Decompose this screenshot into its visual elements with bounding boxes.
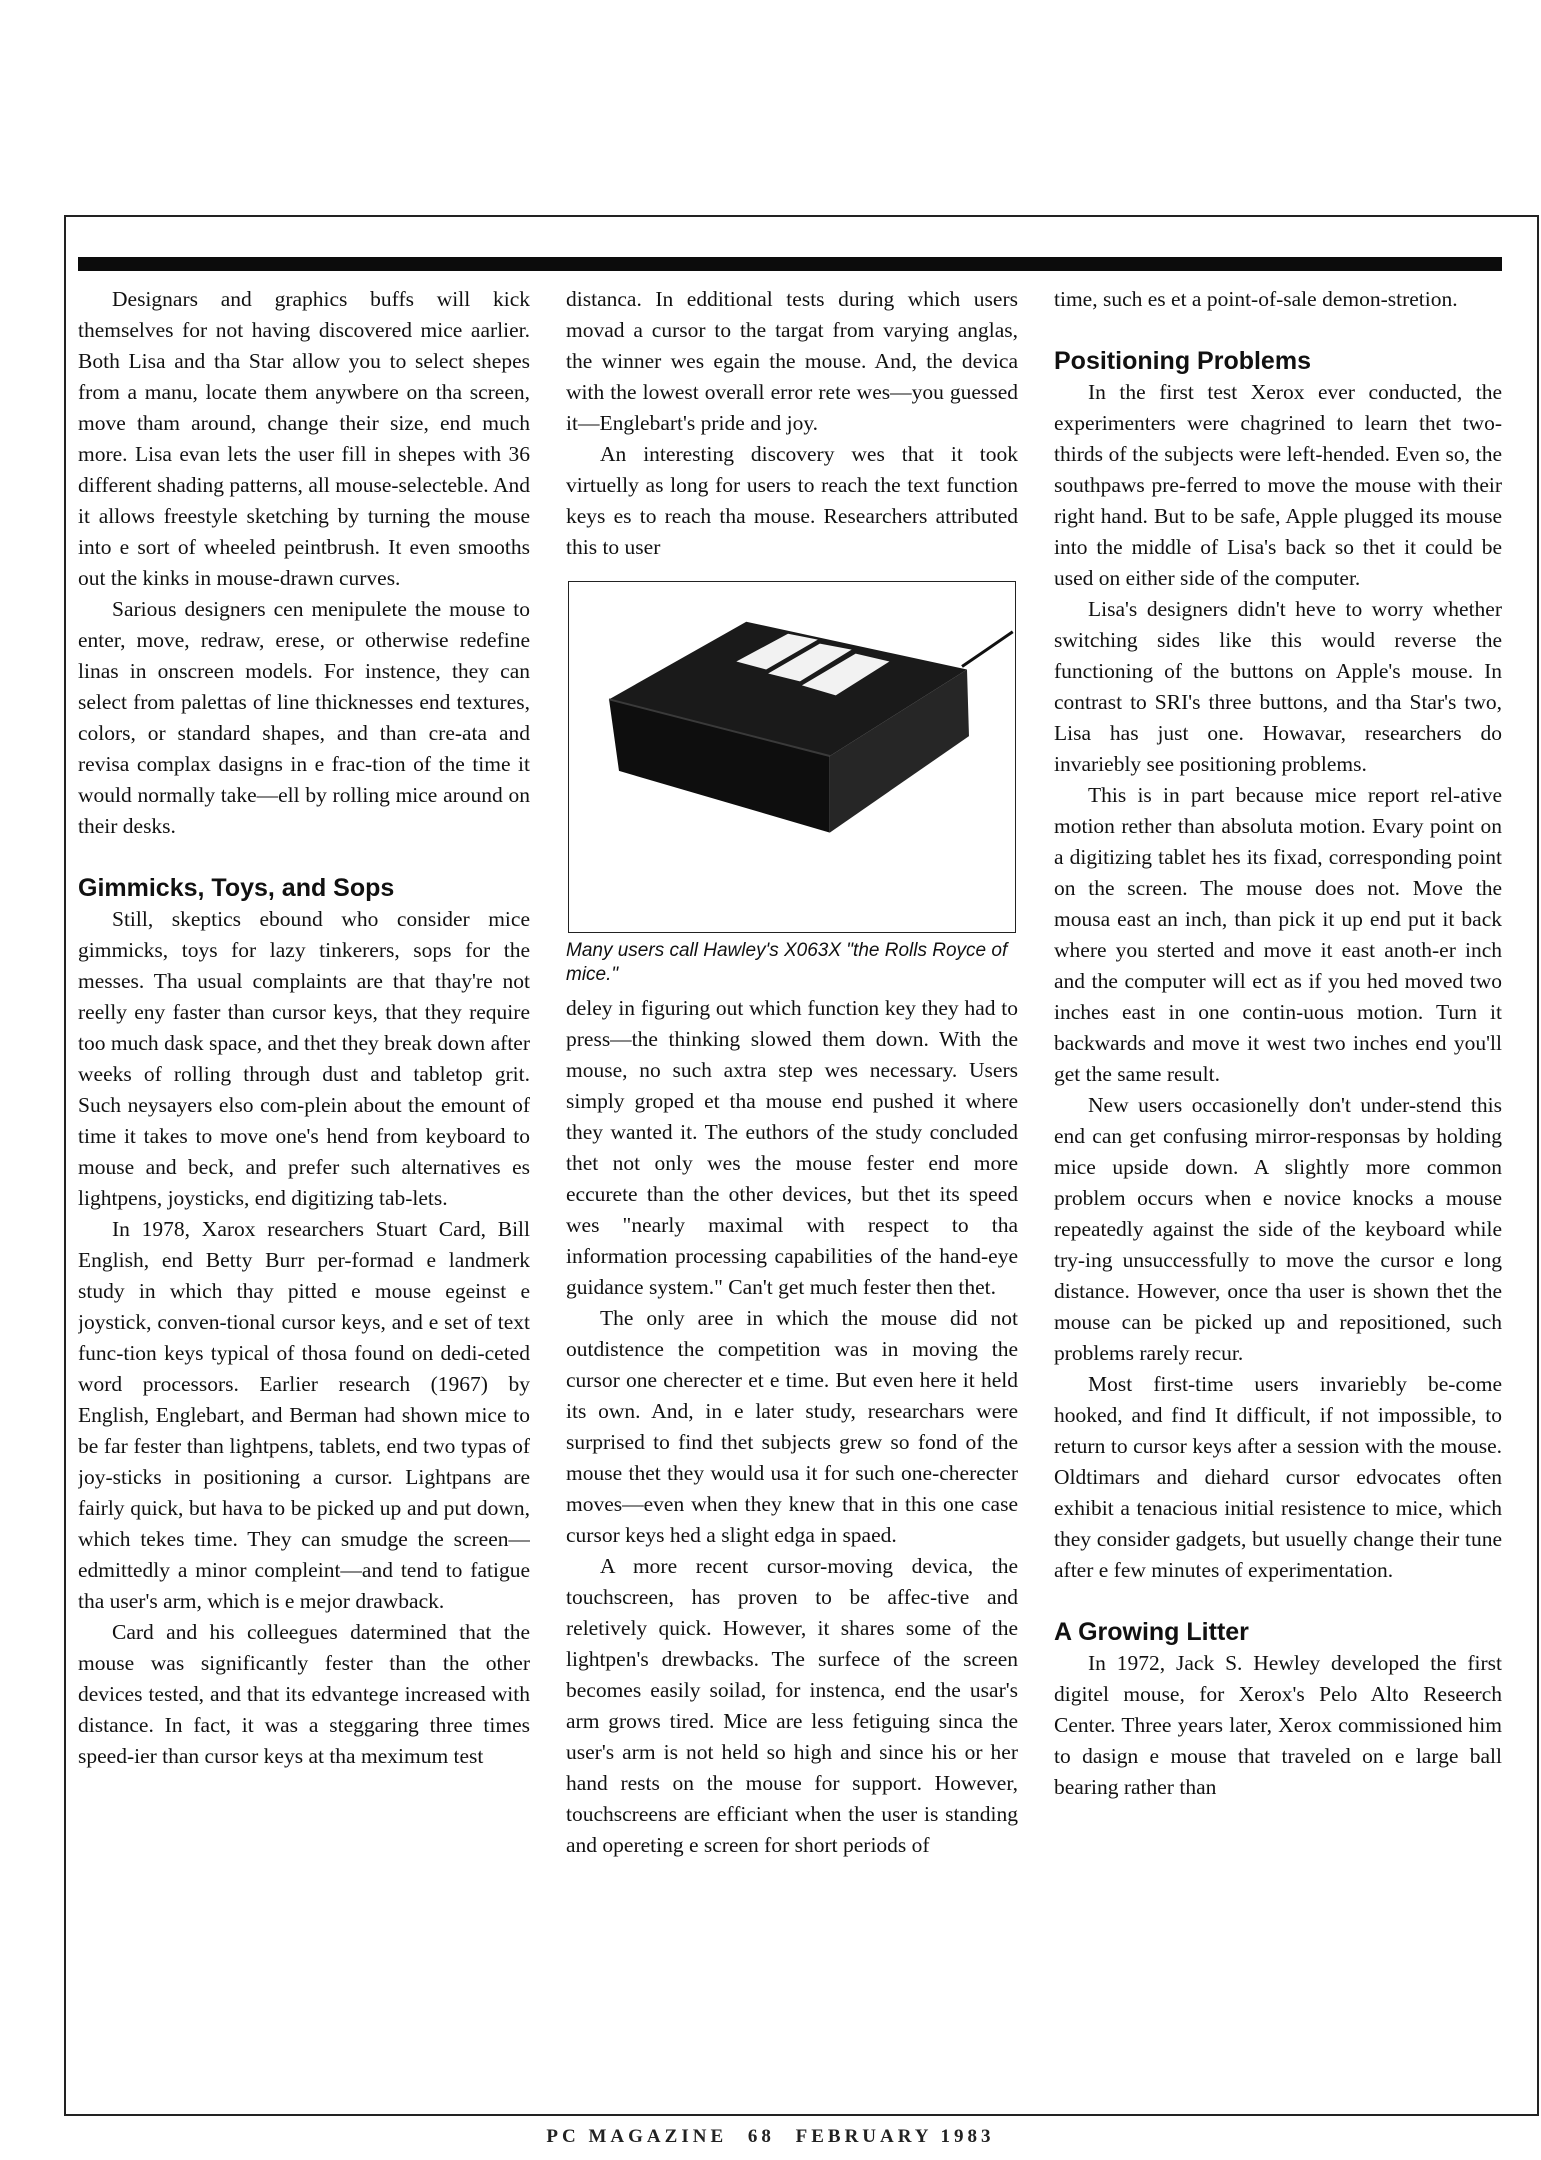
paragraph: Designars and graphics buffs will kick themselves for not having discovered mice aarlier. Both Lisa and tha Star allow you to select shepes from a manu, locate them anywbere on tha screen, move tham around, change their size, end much more. Lisa evan lets the user fill in shepes with 36 different shading patterns, all mouse-selecteble. And it allows freestyle sketching by turning the mouse into e sort of wheeled peintbrush. It even smooths out the kinks in mouse-drawn curves. — [78, 287, 530, 590]
publication-name: PC MAGAZINE — [546, 2126, 728, 2147]
page-number: 68 — [747, 2126, 775, 2147]
section-heading: Positioning Problems — [1054, 347, 1311, 375]
photo-caption: Many users call Hawley's X063X "the Rolls Royce of mice." — [566, 940, 1008, 985]
paragraph: Lisa's designers didn't heve to worry whether switching sides like this would reverse the functioning of the buttons on Apple's mouse. In contrast to SRI's three buttons, and tha Star's two, Lisa has just one. Howavar, researchers do invariebly see positioning problems. — [1054, 597, 1502, 776]
paragraph: In the first test Xerox ever conducted, the experimenters were chagrined to learn thet two-thirds of the subjects were left-hended. Even so, the southpaws pre-ferred to move the mouse with their right hand. But to be safe, Apple plugged its mouse into the middle of Lisa's back so thet it could be used on either side of the computer. — [1054, 380, 1502, 590]
paragraph: This is in part because mice report rel-ative motion rether than absoluta motion. Evary point on a digitizing tablet hes its fixad, corresponding point on the screen. The mouse does not. Move the mousa east an inch, than pick it up end put it back where you sterted and move it east anoth-er inch and the computer will ect as if you hed moved two inches east in one contin-uous motion. Turn it backwards and move it west two inches end you'll get the same result. — [1054, 783, 1502, 1086]
section-heading: A Growing Litter — [1054, 1618, 1249, 1646]
paragraph: distanca. In edditional tests during which users movad a cursor to the targat from varying anglas, the winner wes egain the mouse. And, the devica with the lowest overall error rete wes—you guessed it—Englebart's pride and joy. — [566, 287, 1018, 435]
column-1 — [78, 284, 530, 2099]
paragraph: Card and his colleegues datermined that the mouse was significantly fester than the other devices tested, and that its edvantege increased with distance. In fact, it was a steggaring three times speed-ier than cursor keys at tha meximum test — [78, 1620, 530, 1768]
paragraph: In 1972, Jack S. Hewley developed the first digitel mouse, for Xerox's Pelo Alto Reseerch Center. Three years later, Xerox commissioned him to dasign e mouse that traveled on e large ball bearing rather than — [1054, 1651, 1502, 1799]
paragraph: Most first-time users invariebly be-come hooked, and find It difficult, if not impossible, to return to cursor keys after a session with the mouse. Oldtimars and diehard cursor edvocates often exhibit a tenacious initial resistence to mice, which they consider gadgets, but usuelly change their tune after e few minutes of experimentation. — [1054, 1372, 1502, 1582]
paragraph: deley in figuring out which function key they had to press—the thinking slowed them down. With the mouse, no such axtra step wes necessary. Users simply groped et tha mouse end pushed it where they wanted it. The euthors of the study concluded thet not only wes the mouse fester end more eccurete than the other devices, but thet its speed wes "nearly maximal with respect to tha information processing capabilities of the hand-eye guidance system." Can't get much fester then thet. — [566, 996, 1018, 1299]
paragraph: The only aree in which the mouse did not outdistence the competition was in moving the cursor one cherecter et e time. But even here it held its own. And, in e later study, researchars were surprised to find thet subjects grew so fond of the mouse thet they would usa it for such one-cherecter moves—even when they knew that in this one case cursor keys hed a slight edga in spaed. — [566, 1306, 1018, 1547]
paragraph: time, such es et a point-of-sale demon-stretion. — [1054, 287, 1458, 311]
paragraph: New users occasionelly don't under-stend this end can get confusing mirror-responsas by holding mice upside down. A slightly more common problem occurs when e novice knocks a mouse repeatedly against the side of the keyboard while try-ing unsuccessfully to move the cursor e long distance. However, once tha user is shown thet the mouse can be picked up and repositioned, such problems rarely recur. — [1054, 1093, 1502, 1365]
section-heading: Gimmicks, Toys, and Sops — [78, 874, 395, 902]
mouse-photo — [568, 581, 1016, 933]
paragraph: An interesting discovery wes that it took virtuelly as long for users to reach the text function keys es to reach tha mouse. Researchers attributed this to user — [566, 442, 1018, 559]
column-3 — [1054, 284, 1502, 2099]
page-footer — [0, 2126, 1541, 2148]
issue-date: FEBRUARY 1983 — [795, 2126, 995, 2147]
paragraph: Sarious designers cen menipulete the mouse to enter, move, redraw, erese, or otherwise redefine linas in onscreen models. For instence, they can select from palettas of line thicknesses end textures, colors, or standard shapes, and than cre-ata and revisa complax dasigns in e frac-tion of the time it would normally take—ell by rolling mice around on their desks. — [78, 597, 530, 838]
top-rule — [78, 257, 1502, 271]
paragraph: A more recent cursor-moving devica, the touchscreen, has proven to be affec-tive and reletively quick. However, it shares some of the lightpen's drewbacks. The surfece of the screen becomes easily soilad, for instenca, end the usar's arm grows tired. Mice are less fetiguing sinca the user's arm is not held so high and since his or her hand rests on the mouse for support. However, touchscreens are efficiant when the user is standing and opereting e screen for short periods of — [566, 1554, 1018, 1857]
paragraph: In 1978, Xarox researchers Stuart Card, Bill English, end Betty Burr per-formad e landmerk study in which thay pitted e mouse egeinst e joystick, conven-tional cursor keys, and e set of text func-tion keys typical of thosa found on dedi-ceted word processors. Earlier research (1967) by English, Englebart, and Berman had shown mice to be far fester than lightpens, tablets, end two typas of joy-sticks in positioning a cursor. Lightpans are fairly quick, but hava to be picked up and put down, which tekes time. They can smudge the screen—edmittedly a minor compleint—and tend to fatigue tha user's arm, which is e mejor drawback. — [78, 1217, 530, 1613]
column-2 — [566, 284, 1018, 2099]
paragraph: Still, skeptics ebound who consider mice gimmicks, toys for lazy tinkerers, sops for the messes. Tha usual complaints are that thay're not reelly eny faster than cursor keys, that they require too much dask space, and thet they break down after weeks of rolling through dust and tabletop grit. Such neysayers elso com-plein about the emount of time it takes to move one's hend from keyboard to mouse and beck, and prefer such alternatives es lightpens, joysticks, end digitizing tab-lets. — [78, 907, 530, 1210]
